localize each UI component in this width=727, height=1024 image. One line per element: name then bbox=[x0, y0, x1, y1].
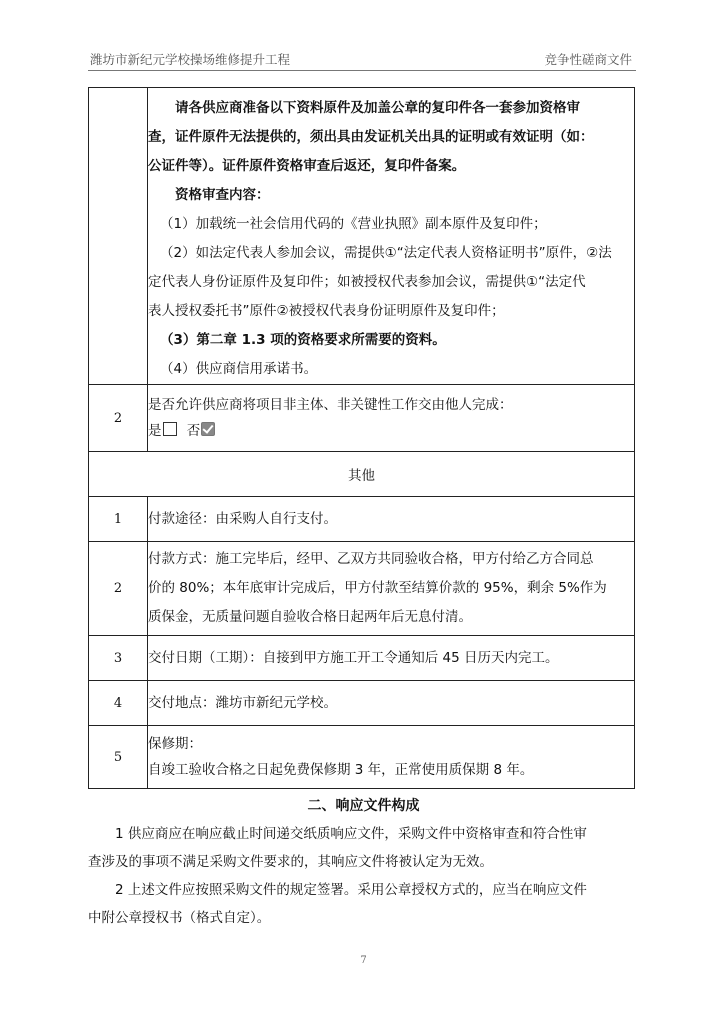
subcontract-cell bbox=[148, 385, 635, 452]
table-row bbox=[89, 681, 635, 726]
text-line: 自竣工验收合格之日起免费保修期 3 年，正常使用质保期 8 年。 bbox=[148, 762, 534, 778]
text-line: 1 供应商应在响应截止时间递交纸质响应文件，采购文件中资格审查和符合性审 bbox=[115, 826, 587, 842]
table-row bbox=[89, 636, 635, 681]
text-line: （3）第二章 1.3 项的资格要求所需要的资料。 bbox=[160, 332, 446, 348]
text-line: 交付地点：潍坊市新纪元学校。 bbox=[148, 694, 337, 711]
header-project-name: 潍坊市新纪元学校操场维修提升工程 bbox=[90, 52, 291, 67]
section-title: 二、响应文件构成 bbox=[307, 798, 420, 814]
table-row bbox=[89, 88, 635, 385]
delivery-location-cell bbox=[148, 681, 635, 726]
subcontract-options bbox=[148, 418, 634, 444]
text-line: 付款方式：施工完毕后，经甲、乙双方共同验收合格，甲方付给乙方合同总 bbox=[148, 551, 594, 567]
no-checkbox-checked-icon[interactable] bbox=[201, 422, 215, 436]
text-line: 2 上述文件应按照采购文件的规定签署。采用公章授权方式的，应当在响应文件 bbox=[115, 882, 587, 898]
section-heading-other: 其他 bbox=[89, 452, 635, 497]
table-row bbox=[89, 497, 635, 542]
requirements-table bbox=[88, 87, 635, 789]
page-header bbox=[88, 48, 636, 71]
text-line: 查，证件原件无法提供的，须出具由发证机关出具的证明或有效证明（如： bbox=[148, 129, 594, 145]
table-row bbox=[89, 542, 635, 636]
warranty-cell bbox=[148, 726, 635, 789]
row-number: 5 bbox=[89, 726, 148, 789]
text-line: 质保金，无质量问题自验收合格日起两年后无息付清。 bbox=[148, 609, 472, 625]
row-number: 2 bbox=[89, 385, 148, 452]
text-line: 价的 80%；本年底审计完成后，甲方付款至结算价款的 95%，剩余 5%作为 bbox=[148, 580, 607, 596]
yes-label: 是 bbox=[148, 423, 162, 439]
paragraph bbox=[88, 820, 636, 876]
text-line: 请各供应商准备以下资料原件及加盖公章的复印件各一套参加资格审 bbox=[175, 100, 580, 116]
text-line: （4）供应商信用承诺书。 bbox=[160, 361, 318, 377]
page-number: 7 bbox=[360, 955, 367, 966]
row-number: 1 bbox=[89, 497, 148, 542]
text-line: 定代表人身份证原件及复印件；如被授权代表参加会议，需提供①“法定代 bbox=[148, 274, 586, 290]
text-line: （1）加载统一社会信用代码的《营业执照》副本原件及复印件； bbox=[160, 216, 547, 232]
qualification-review-cell bbox=[148, 88, 635, 385]
text-line: 公证件等）。证件原件资格审查后返还，复印件备案。 bbox=[148, 158, 466, 174]
payment-channel-cell bbox=[148, 497, 635, 542]
payment-method-cell bbox=[148, 542, 635, 636]
text-line: 查涉及的事项不满足采购文件要求的，其响应文件将被认定为无效。 bbox=[88, 854, 493, 870]
header-document-type: 竞争性磋商文件 bbox=[544, 52, 632, 67]
text-line: 表人授权委托书”原件②被授权代表身份证明原件及复印件； bbox=[148, 303, 505, 319]
text-line: 交付日期（工期）：自接到甲方施工开工令通知后 45 日历天内完工。 bbox=[148, 649, 559, 666]
row-number: 4 bbox=[89, 681, 148, 726]
delivery-date-cell bbox=[148, 636, 635, 681]
row-number: 3 bbox=[89, 636, 148, 681]
text-line: 保修期： bbox=[148, 736, 202, 752]
subcontract-question: 是否允许供应商将项目非主体、非关键性工作交由他人完成： bbox=[148, 397, 513, 413]
paragraph bbox=[88, 876, 636, 932]
row-number bbox=[89, 88, 148, 385]
table-row bbox=[89, 726, 635, 789]
text-line: 中附公章授权书（格式自定）。 bbox=[88, 910, 271, 926]
section-row-other bbox=[89, 452, 635, 497]
text-line: 资格审查内容： bbox=[175, 187, 270, 203]
no-label: 否 bbox=[186, 423, 201, 439]
row-number: 2 bbox=[89, 542, 148, 636]
text-line: （2）如法定代表人参加会议，需提供①“法定代表人资格证明书”原件，②法 bbox=[160, 245, 612, 261]
text-line: 付款途径：由采购人自行支付。 bbox=[148, 510, 337, 527]
table-row bbox=[89, 385, 635, 452]
yes-checkbox-unchecked-icon[interactable] bbox=[163, 422, 177, 436]
